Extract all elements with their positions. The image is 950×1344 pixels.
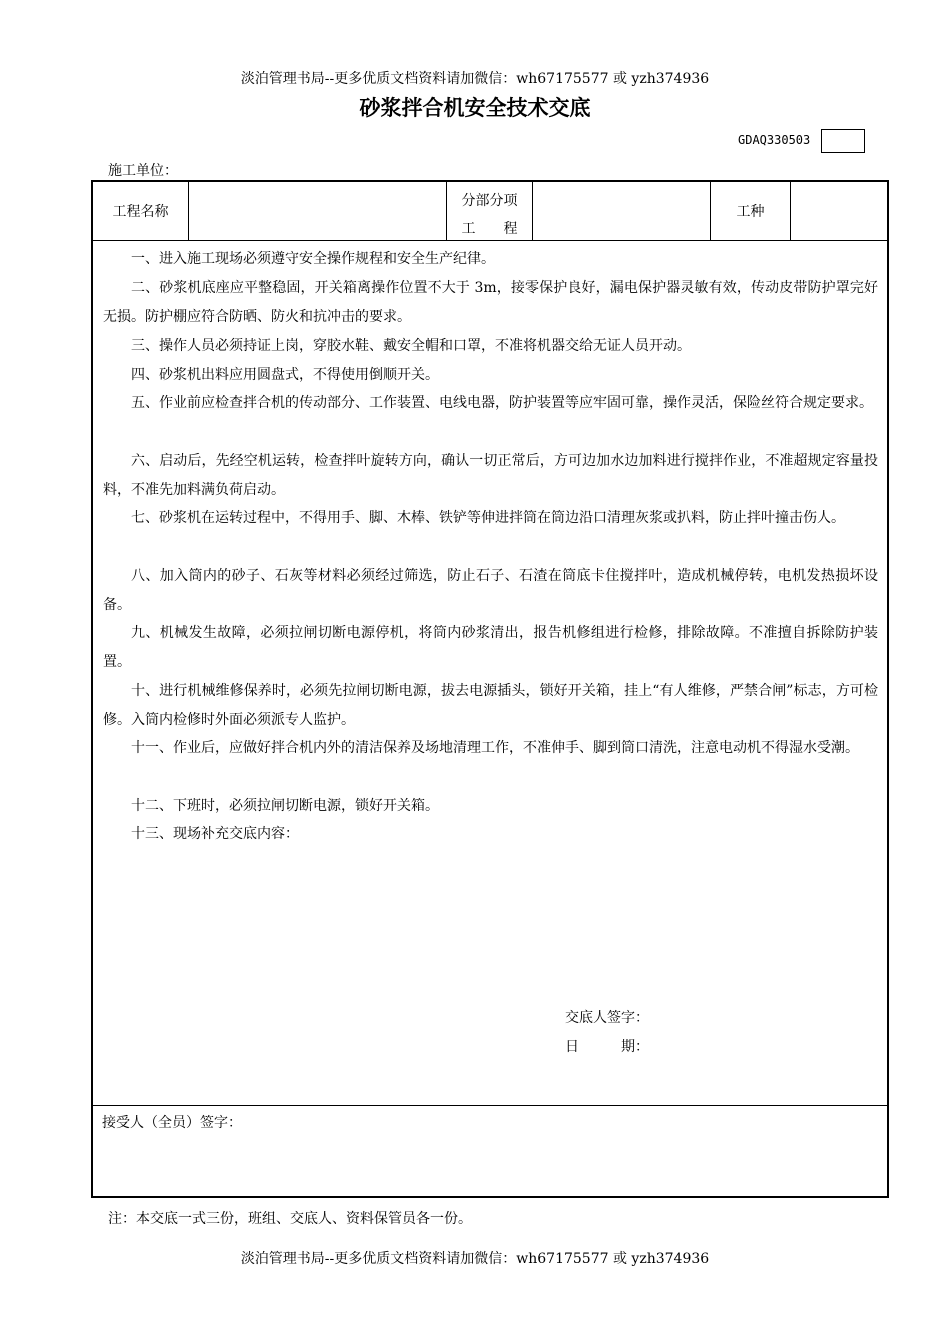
clause-6: 六、启动后，先经空机运转，检查拌叶旋转方向，确认一切正常后，方可边加水边加料进行搅拌作业，不准超规定容量投料，不准先加料满负荷启动。 bbox=[103, 453, 878, 498]
clause-2: 二、砂浆机底座应平整稳固，开关箱离操作位置不大于 3m，接零保护良好，漏电保护器灵敏有效，传动皮带防护罩完好无损。防护棚应符合防晒、防火和抗冲击的要求。 bbox=[103, 280, 878, 325]
info-row bbox=[93, 182, 887, 241]
clause-12: 十二、下班时，必须拉闸切断电源，锁好开关箱。 bbox=[131, 798, 439, 814]
construction-unit-label: 施工单位： bbox=[108, 163, 178, 179]
form-code-box[interactable] bbox=[821, 129, 865, 153]
clause-11: 十一、作业后，应做好拌合机内外的清洁保养及场地清理工作，不准伸手、脚到筒口清洗，注意电动机不得湿水受潮。 bbox=[131, 740, 859, 756]
page-title: 砂浆拌合机安全技术交底 bbox=[359, 96, 591, 120]
sub-project-label-line2: 工 程 bbox=[461, 221, 518, 237]
clause-9: 九、机械发生故障，必须拉闸切断电源停机，将筒内砂浆清出，报告机修组进行检修，排除故障。不准擅自拆除防护装置。 bbox=[103, 625, 878, 670]
clause-13: 十三、现场补充交底内容： bbox=[131, 826, 299, 842]
sub-project-label-cell bbox=[447, 182, 533, 240]
project-name-label: 工程名称 bbox=[112, 204, 169, 220]
sub-project-value-cell[interactable] bbox=[533, 182, 711, 240]
work-type-label: 工种 bbox=[736, 204, 765, 220]
form-code: GDAQ330503 bbox=[738, 133, 811, 147]
disclosure-content bbox=[93, 241, 887, 1106]
work-type-value-cell[interactable] bbox=[791, 182, 887, 240]
clause-10: 十、进行机械维修保养时，必须先拉闸切断电源，拔去电源插头，锁好开关箱，挂上“有人维修，严禁合闸”标志，方可检修。入筒内检修时外面必须派专人监护。 bbox=[103, 683, 878, 728]
watermark-footer: 淡泊管理书局--更多优质文档资料请加微信：wh67175577 或 yzh374936 bbox=[240, 1251, 710, 1267]
clause-8: 八、加入筒内的砂子、石灰等材料必须经过筛选，防止石子、石渣在筒底卡住搅拌叶，造成机械停转，电机发热损坏设备。 bbox=[103, 568, 878, 613]
watermark-header: 淡泊管理书局--更多优质文档资料请加微信：wh67175577 或 yzh374936 bbox=[240, 71, 710, 87]
discloser-signature-label: 交底人签字： bbox=[565, 1010, 649, 1026]
clause-4: 四、砂浆机出料应用圆盘式，不得使用倒顺开关。 bbox=[131, 367, 439, 383]
clause-3: 三、操作人员必须持证上岗，穿胶水鞋、戴安全帽和口罩，不准将机器交给无证人员开动。 bbox=[131, 338, 691, 354]
project-name-value-cell[interactable] bbox=[189, 182, 447, 240]
date-label: 日 期： bbox=[565, 1039, 649, 1055]
footnote: 注：本交底一式三份，班组、交底人、资料保管员各一份。 bbox=[108, 1211, 472, 1227]
clause-5: 五、作业前应检查拌合机的传动部分、工作装置、电线电器，防护装置等应牢固可靠，操作灵活，保险丝符合规定要求。 bbox=[131, 395, 873, 411]
sub-project-label-line1: 分部分项 bbox=[461, 193, 518, 209]
clause-7: 七、砂浆机在运转过程中，不得用手、脚、木棒、铁铲等伸进拌筒在筒边沿口清理灰浆或扒料，防止拌叶撞击伤人。 bbox=[131, 510, 845, 526]
disclosure-form bbox=[91, 180, 889, 1198]
receiver-signature-label: 接受人（全员）签字： bbox=[102, 1115, 242, 1131]
project-name-label-cell bbox=[93, 182, 189, 240]
work-type-label-cell bbox=[711, 182, 791, 240]
clause-1: 一、进入施工现场必须遵守安全操作规程和安全生产纪律。 bbox=[131, 251, 495, 267]
